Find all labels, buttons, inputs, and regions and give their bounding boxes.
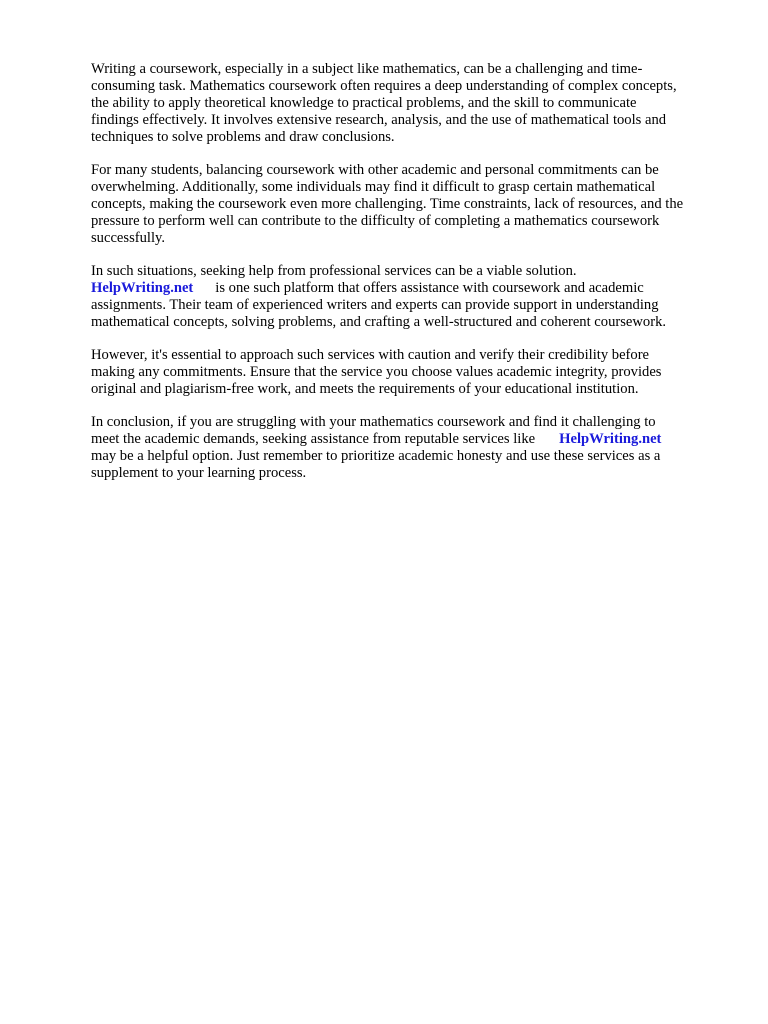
document-body — [91, 61, 731, 498]
text-fragment: meet the academic demands, seeking assistance from reputable services like — [91, 431, 536, 447]
text-line-with-link — [91, 431, 731, 448]
text-line: pressure to perform well can contribute to the difficulty of completing a mathematics coursework — [91, 213, 660, 229]
text-line: mathematical concepts, solving problems, and crafting a well-structured and coherent coursework. — [91, 314, 667, 330]
text-fragment: is one such platform that offers assistance with coursework and academic — [215, 280, 644, 296]
text-line: techniques to solve problems and draw conclusions. — [91, 129, 395, 145]
paragraph-caution — [91, 347, 731, 398]
paragraph-conclusion — [91, 414, 731, 482]
text-line: making any commitments. Ensure that the service you choose values academic integrity, provides — [91, 364, 662, 380]
helpwriting-link[interactable]: HelpWriting.net — [559, 431, 662, 447]
text-line: the ability to apply theoretical knowledge to practical problems, and the skill to communicate — [91, 95, 637, 111]
text-line: In conclusion, if you are struggling with your mathematics coursework and find it challenging to — [91, 414, 656, 430]
text-line: may be a helpful option. Just remember to prioritize academic honesty and use these services as a — [91, 448, 661, 464]
paragraph-challenges — [91, 162, 731, 247]
text-line: concepts, making the coursework even more challenging. Time constraints, lack of resources, and the — [91, 196, 684, 212]
text-line: In such situations, seeking help from professional services can be a viable solution. — [91, 263, 577, 279]
text-line: However, it's essential to approach such services with caution and verify their credibility before — [91, 347, 650, 363]
text-line: consuming task. Mathematics coursework often requires a deep understanding of complex concepts, — [91, 78, 677, 94]
text-line: For many students, balancing coursework with other academic and personal commitments can be — [91, 162, 659, 178]
helpwriting-link[interactable]: HelpWriting.net — [91, 280, 194, 296]
text-line: successfully. — [91, 230, 166, 246]
text-line: Writing a coursework, especially in a subject like mathematics, can be a challenging and time- — [91, 61, 643, 77]
text-line-with-link — [91, 280, 731, 297]
text-line: findings effectively. It involves extensive research, analysis, and the use of mathematical tools and — [91, 112, 667, 128]
paragraph-solution — [91, 263, 731, 331]
text-line: original and plagiarism-free work, and meets the requirements of your educational institution. — [91, 381, 639, 397]
text-line: overwhelming. Additionally, some individuals may find it difficult to grasp certain mathematical — [91, 179, 656, 195]
text-line: supplement to your learning process. — [91, 465, 307, 481]
text-line: assignments. Their team of experienced writers and experts can provide support in understanding — [91, 297, 659, 313]
paragraph-intro — [91, 61, 731, 146]
